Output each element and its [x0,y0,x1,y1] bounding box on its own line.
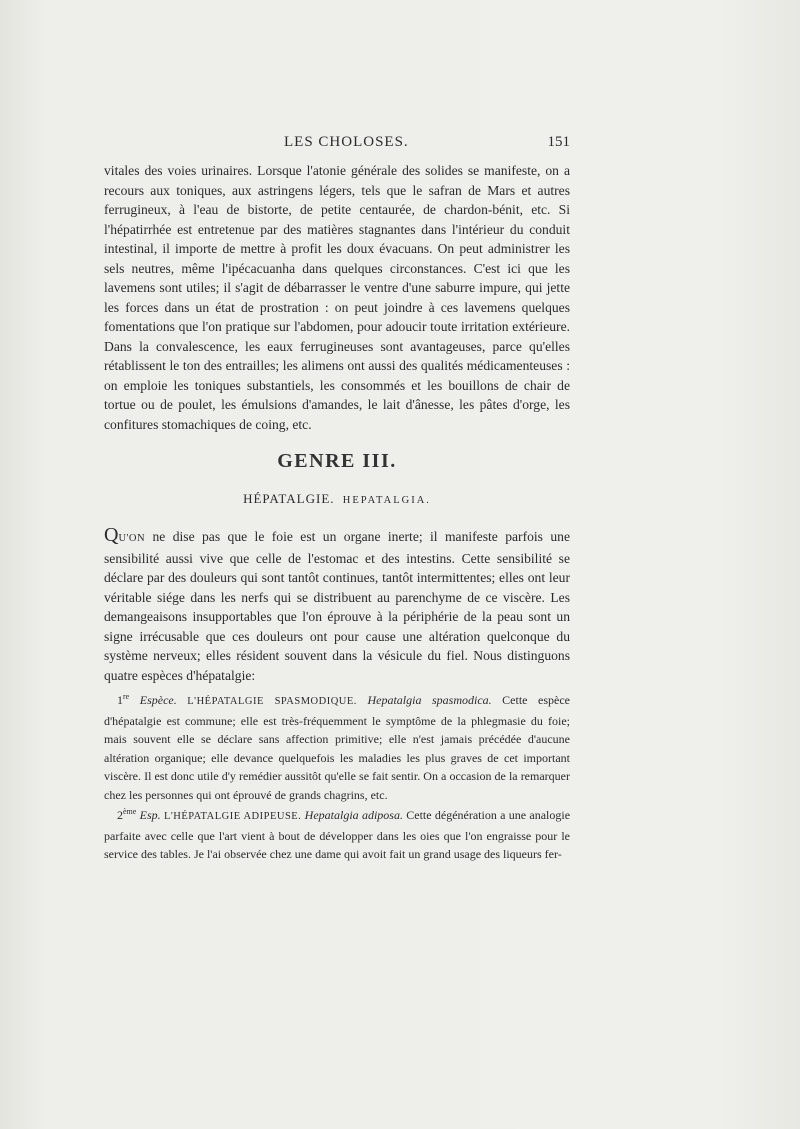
page-number: 151 [547,134,570,150]
intro-text: ne dise pas que le foie est un organe inerte; il manifeste parfois une sensibilité aussi vive que celle de l'estomac et des intestins. Cette sensibilité se déclare par des douleurs qui sont tantôt continues, tantôt intermittentes; elles ont leur véritable siége dans les nerfs qui se distribuent au parenchyme de ce viscère. Les demangeaisons insupportables que l'on éprouve à la périphérie de la peau sont un signe irrécusable que ces douleurs ont pour cause une altération quelconque du système nerveux; elles résident souvent dans la vésicule du fiel. Nous distinguons quatre espèces d'hépatalgie: [104,529,570,683]
intro-paragraph [104,526,570,685]
species-label: Espèce. [139,693,177,707]
species-latin: Hepatalgia adiposa. [304,808,403,822]
continuation-paragraph [104,161,570,434]
intro-smallcaps: U'ON [118,533,146,544]
species-text: Cette espèce d'hépatalgie est commune; elle est très-fréquemment le symptôme de la phlegmasie du foie; mais souvent elle se déclare sans affection primitive; elle n'est jamais précédée d'aucune altération organique; elle devance quelquefois les maladies les plus graves de cet important viscère. Il est donc utile d'y remédier aussitôt qu'elle se fait sentir. On a occasion de la remarquer chez les personnes qui ont éprouvé de grands chagrins, etc. [104,693,570,802]
species-entry-1 [104,688,570,804]
continuation-text: vitales des voies urinaires. Lorsque l'atonie générale des solides se manifeste, on a recours aux toniques, aux astringens légers, tels que le safran de Mars et autres ferrugineux, à l'eau de bistorte, de petite centaurée, de chardon-bénit, etc. Si l'hépatirrhée est entretenue par des matières stagnantes dans l'intérieur du conduit intestinal, il importe de mettre à profit les doux évacuans. On peut administrer les sels neutres, même l'ipécacuanha dans quelques circonstances. C'est ici que les lavemens sont utiles; il s'agit de débarrasser le ventre d'une saburre impure, qui jette les forces dans un état de prostration : on peut joindre à ces lavemens quelques fomentations que l'on pratique sur l'abdomen, pour adoucir toute irritation extérieure. Dans la convalescence, les eaux ferrugineuses sont avantageuses, parce qu'elles rétablissent le ton des entrailles; les alimens ont aussi des qualités médicamenteuses : on emploie les toniques substantiels, les consommés et les bouillons de chair de tortue ou de poulet, les émulsions d'amandes, le lait d'ânesse, les pâtes d'orge, les confitures stomachiques de coing, etc. [104,163,570,432]
section-name-latin: HEPATALGIA. [342,495,431,506]
species-entry-2 [104,803,570,864]
species-label: Esp. [139,808,161,822]
section-subheading [104,491,570,507]
species-latin: Hepatalgia spasmodica. [367,693,492,707]
genre-heading: GENRE III. [277,450,397,472]
species-text: Cette dégénération a une analogie parfaite avec celle que l'art vient à bout de développer dans les oies que l'on engraisse pour le service des tables. Je l'ai observée chez une dame qui avoit fait un grand usage des liqueurs fer- [104,808,571,861]
species-name: L'HÉPATALGIE SPASMODIQUE. [187,696,357,707]
drop-cap: Q [104,524,119,546]
species-name: L'HÉPATALGIE ADIPEUSE. [163,811,302,822]
species-ordinal: 1re [117,692,130,707]
species-ordinal: 2ème [117,807,137,822]
section-name-fr: HÉPATALGIE. [243,491,335,506]
running-title: LES CHOLOSES. [284,134,409,150]
